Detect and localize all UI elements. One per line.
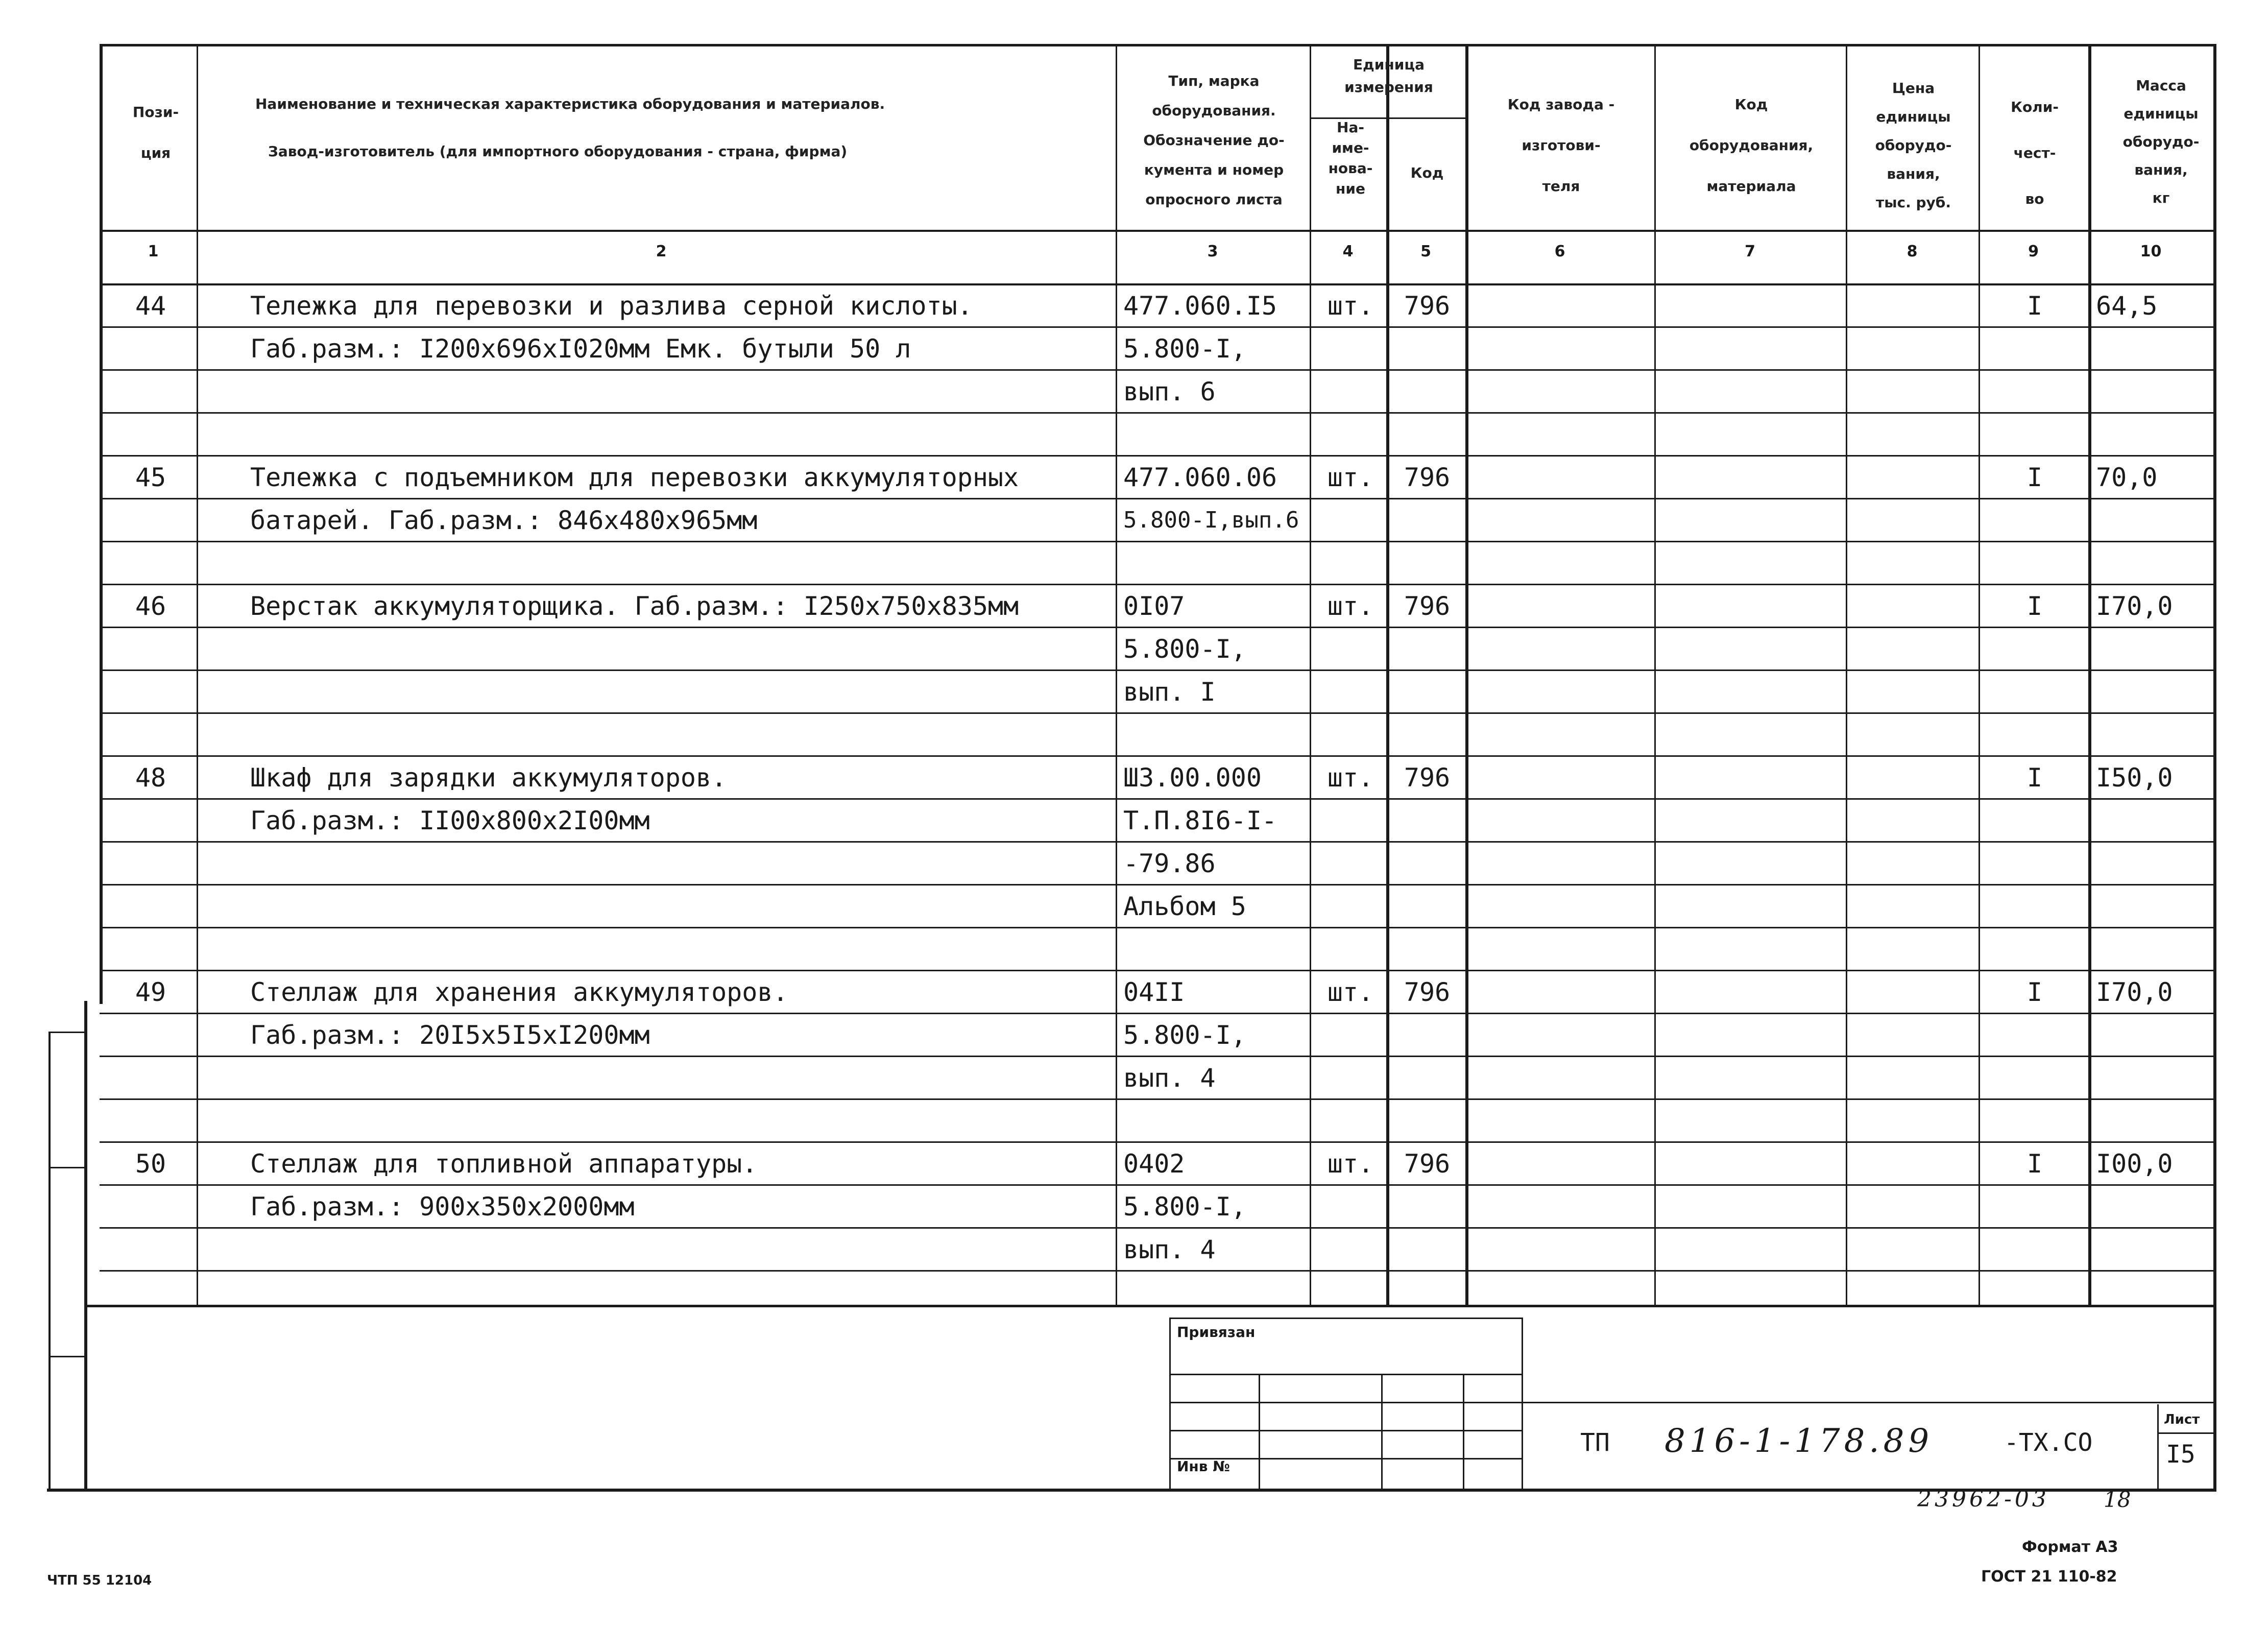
column-line [1465,44,1468,1305]
tp-prefix: ТП [1580,1428,1610,1457]
title-block-line [1169,1318,1171,1489]
row-line [100,669,2216,671]
cell-type: 477.060.I5 [1123,291,1277,321]
cell-unit: шт. [1327,463,1374,492]
cell-name: Тележка с подъемником для перевозки аккумуляторных [250,463,1019,492]
cell-type: 0402 [1123,1149,1185,1179]
cell-type: 04II [1123,977,1185,1007]
header-unit-name: На- име- нова- ние [1328,119,1373,197]
column-number: 9 [2028,243,2039,260]
title-block-line [1169,1318,1522,1319]
column-number: 5 [1420,243,1431,260]
title-block-line [1259,1374,1260,1489]
cell-qty: I [2026,291,2043,321]
column-line [1846,44,1847,1305]
cell-pos: 44 [135,291,166,321]
cell-pos: 48 [135,763,166,793]
row-line [100,1227,2216,1229]
gost-label: ГОСТ 21 110-82 [1981,1568,2117,1586]
cell-pos: 45 [135,463,166,492]
cell-mass: I70,0 [2096,977,2173,1007]
column-number: 1 [148,243,159,260]
title-block-line [1522,1402,2213,1403]
column-line [1386,44,1389,1305]
cell-name: Габ.разм.: II00x800x2I00мм [250,806,650,835]
row-line [100,283,2216,285]
cell-name: Шкаф для зарядки аккумуляторов. [250,763,727,793]
row-line [100,369,2216,371]
cell-code: 796 [1404,1149,1451,1179]
cell-qty: I [2026,591,2043,621]
row-line [100,584,2216,585]
cell-code: 796 [1404,291,1451,321]
cell-name: батарей. Габ.разм.: 846x480x965мм [250,506,758,535]
cell-mass: 64,5 [2096,291,2158,321]
cell-name: Габ.разм.: I200x696xI020мм Емк. бутыли 50 л [250,334,911,364]
cell-type: 5.800-I,вып.6 [1123,507,1299,533]
cell-type: 0I07 [1123,591,1185,621]
column-number: 2 [656,243,667,260]
cell-type: 5.800-I, [1123,1192,1246,1222]
cell-pos: 46 [135,591,166,621]
cell-code: 796 [1404,977,1451,1007]
cell-type: Альбом 5 [1123,892,1246,921]
cell-name: Габ.разм.: 900x350x2000мм [250,1192,635,1222]
column-line [1310,44,1311,1305]
format-label: Формат А3 [2022,1538,2118,1556]
row-line [100,1098,2216,1100]
title-block-line [1381,1374,1383,1489]
binding-strip-tick [49,1032,87,1033]
column-line [1979,44,1980,1305]
cell-code: 796 [1404,591,1451,621]
header-name-line2: Завод-изготовитель (для импортного оборудования - страна, фирма) [268,143,848,160]
row-line [100,541,2216,542]
archive-number: 23962-03 [1917,1486,2049,1512]
binding-strip-bottom [47,1489,88,1492]
column-number: 4 [1342,243,1354,260]
row-line [100,927,2216,928]
column-number: 10 [2140,243,2162,260]
header-unit-group: Единица измерения [1344,56,1433,95]
title-block-line [1463,1374,1464,1489]
cell-name: Тележка для перевозки и разлива серной кислоты. [250,291,973,321]
binding-strip-left [49,1032,51,1491]
cell-unit: шт. [1327,1149,1374,1179]
column-line [2088,44,2091,1305]
header-factory-code: Код завода - изготови- теля [1507,96,1615,195]
row-line [100,970,2216,971]
ctp-label: ЧТП 55 12104 [47,1573,152,1588]
archive-page: 18 [2104,1487,2131,1512]
cell-unit: шт. [1327,291,1374,321]
row-line [100,1013,2216,1014]
row-line [100,755,2216,757]
row-line [100,455,2216,457]
column-number: 8 [1907,243,1918,260]
row-line [100,326,2216,328]
frame-left-lower [84,1001,87,1492]
column-number: 7 [1745,243,1755,260]
column-line [197,44,198,1305]
cell-type: 477.060.06 [1123,463,1277,492]
row-line [100,798,2216,800]
cell-type: 5.800-I, [1123,1020,1246,1050]
cell-mass: I70,0 [2096,591,2173,621]
binding-strip-tick [49,1167,87,1168]
column-number: 6 [1554,243,1565,260]
table-bottom [84,1305,2216,1307]
row-line [100,412,2216,414]
row-line [100,498,2216,499]
cell-qty: I [2026,763,2043,793]
title-block-line [1169,1374,1522,1375]
row-line [100,712,2216,714]
header-equipment-code: Код оборудования, материала [1689,96,1814,195]
cell-type: 5.800-I, [1123,634,1246,664]
cell-name: Стеллаж для топливной аппаратуры. [250,1149,758,1179]
row-line [100,1184,2216,1186]
header-quantity: Коли- чест- во [2011,99,2059,207]
frame-right [2213,44,2216,1492]
header-position: Пози- ция [132,104,179,161]
privyazan-label: Привязан [1177,1324,1256,1340]
cell-name: Стеллаж для хранения аккумуляторов. [250,977,788,1007]
sheet-number: I5 [2166,1440,2195,1469]
cell-name: Верстак аккумуляторщика. Габ.разм.: I250x750x835мм [250,591,1019,621]
frame-left-upper [100,44,103,1004]
cell-code: 796 [1404,463,1451,492]
cell-pos: 49 [135,977,166,1007]
cell-type: вып. 6 [1123,377,1216,406]
row-line [100,1056,2216,1057]
cell-type: вып. 4 [1123,1235,1216,1264]
cell-name: Габ.разм.: 20I5x5I5xI200мм [250,1020,650,1050]
cell-unit: шт. [1327,591,1374,621]
sheet-box-line [2157,1404,2159,1489]
header-name-line1: Наименование и техническая характеристика оборудования и материалов. [255,95,885,112]
title-block-line [1169,1402,1522,1403]
sheet-box-line [2157,1432,2213,1434]
cell-code: 796 [1404,763,1451,793]
sheet-label: Лист [2164,1412,2200,1427]
cell-unit: шт. [1327,977,1374,1007]
cell-type: ШЗ.00.000 [1123,763,1262,793]
frame-bottom [84,1489,2216,1492]
row-line [100,884,2216,885]
column-number: 3 [1207,243,1218,260]
cell-type: вып. 4 [1123,1063,1216,1093]
cell-type: 5.800-I, [1123,334,1246,364]
cell-qty: I [2026,463,2043,492]
column-line [1116,44,1117,1305]
inv-number-label: Инв № [1177,1458,1230,1475]
row-line [100,1141,2216,1143]
cell-type: вып. I [1123,677,1216,707]
document-number: 816-1-178.89 [1664,1422,1934,1460]
header-type: Тип, марка оборудования. Обозначение до- кумента и номер опросного листа [1143,73,1285,208]
row-line [100,841,2216,843]
row-line [100,1270,2216,1272]
cell-mass: I00,0 [2096,1149,2173,1179]
cell-qty: I [2026,1149,2043,1179]
row-line [100,627,2216,628]
column-line [1654,44,1656,1305]
cell-qty: I [2026,977,2043,1007]
cell-pos: 50 [135,1149,166,1179]
frame-top [100,44,2216,46]
cell-type: Т.П.8I6-I- [1123,806,1277,835]
title-block-line [1169,1430,1522,1431]
cell-mass: I50,0 [2096,763,2173,793]
document-suffix: -ТХ.СО [2004,1428,2093,1457]
header-unit-code: Код [1410,164,1444,181]
header-unit-price: Цена единицы оборудо- вания, тыс. руб. [1875,80,1952,211]
cell-unit: шт. [1327,763,1374,793]
cell-mass: 70,0 [2096,463,2158,492]
cell-type: -79.86 [1123,849,1216,878]
binding-strip-tick [49,1356,87,1357]
header-bottom [100,230,2216,232]
header-unit-mass: Масса единицы оборудо- вания, кг [2122,77,2200,206]
